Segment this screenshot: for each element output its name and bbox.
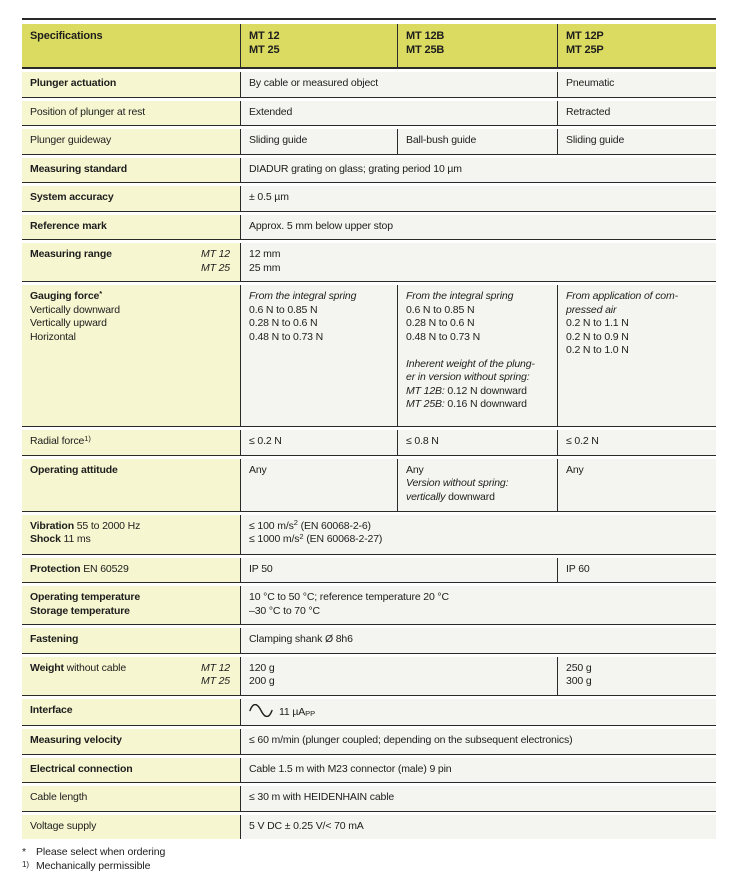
- text-line: 0.2 N to 1.0 N: [566, 344, 629, 356]
- cell-plunger-actuation-1: [240, 72, 557, 97]
- label-weight: [22, 657, 240, 695]
- text-line: ≤ 0.2 N: [249, 435, 282, 447]
- cell-radial-force-1: [240, 430, 397, 455]
- text-line: Vertically downward: [30, 303, 120, 316]
- text-line: 5 V DC ± 0.25 V/< 70 mA: [249, 819, 364, 832]
- row-weight: [22, 657, 716, 696]
- cell-radial-force-3: [557, 430, 716, 455]
- label-model-variants: [201, 662, 232, 689]
- text-line: Ball-bush guide: [406, 134, 477, 146]
- text-line: Shock 11 ms: [30, 533, 91, 545]
- label-model-variants: [201, 248, 232, 275]
- text-line: From the integral spring: [406, 290, 514, 302]
- cell-plunger-guideway-1: [240, 129, 397, 154]
- text-line: Any: [249, 463, 267, 476]
- row-operating-attitude: [22, 459, 716, 512]
- text-line: ± 0.5 µm: [249, 191, 289, 203]
- label-fastening: [22, 628, 240, 653]
- label-electrical-connection: [22, 758, 240, 783]
- label-reference-mark: [22, 215, 240, 240]
- text-line: Fastening: [30, 633, 79, 645]
- cell-voltage-supply-1: [240, 815, 716, 840]
- text-line: Retracted: [566, 105, 611, 118]
- row-fastening: [22, 628, 716, 654]
- cell-measuring-standard-1: [240, 158, 716, 183]
- text-line: Measuring velocity: [30, 734, 122, 746]
- cell-protection-2: [557, 558, 716, 583]
- text-line: ≤ 0.2 N: [566, 435, 599, 447]
- row-cable-length: [22, 786, 716, 812]
- label-operating-storage-temperature: [22, 586, 240, 624]
- cell-vibration-shock-1: [240, 515, 716, 554]
- cell-radial-force-2: [397, 430, 557, 455]
- label-interface: [22, 699, 240, 726]
- cell-position-of-plunger-at-rest-2: [557, 101, 716, 126]
- text-line: Clamping shank Ø 8h6: [249, 633, 353, 645]
- text-line: 0.28 N to 0.6 N: [249, 317, 318, 329]
- text-line: MT 25: [200, 675, 230, 687]
- label-voltage-supply: [22, 815, 240, 840]
- text-line: DIADUR grating on glass; grating period 10 µm: [249, 162, 462, 175]
- cell-plunger-guideway-3: [557, 129, 716, 154]
- text-line: Operating temperature: [30, 591, 141, 603]
- text-line: ≤ 1000 $m/s^2$ (EN 60068-2-27): [249, 531, 383, 545]
- text-line: Plunger guideway: [30, 134, 112, 146]
- row-position-of-plunger-at-rest: [22, 101, 716, 127]
- header-row: [22, 24, 716, 69]
- text-line: Protection EN 60529: [30, 562, 129, 575]
- label-measuring-range: [22, 243, 240, 281]
- label-radial-force: [22, 430, 240, 455]
- text-line: Sliding guide: [566, 134, 625, 146]
- text-line: 12 mm: [249, 248, 281, 260]
- text-line: 11 µAPP: [249, 704, 708, 720]
- text-line: [406, 344, 549, 358]
- row-measuring-range: [22, 243, 716, 282]
- text-line: Inherent weight of the plung-: [406, 357, 535, 370]
- text-line: Weight without cable: [30, 661, 127, 674]
- row-operating-storage-temperature: [22, 586, 716, 625]
- text-line: Any: [566, 463, 584, 476]
- row-electrical-connection: [22, 758, 716, 784]
- cell-electrical-connection-1: [240, 758, 716, 783]
- text-line: 0.6 N to 0.85 N: [406, 303, 475, 316]
- text-line: Storage temperature: [30, 604, 130, 617]
- text-line: MT 25: [200, 261, 230, 274]
- row-reference-mark: [22, 215, 716, 241]
- text-line: 0.48 N to 0.73 N: [249, 330, 324, 343]
- row-plunger-guideway: [22, 129, 716, 155]
- text-line: Radial force$^{1)}$: [30, 433, 91, 447]
- text-line: Measuring standard: [30, 162, 128, 175]
- spec-table: [22, 24, 716, 839]
- cell-protection-1: [240, 558, 557, 583]
- text-line: 120 g: [249, 661, 275, 674]
- spec-sheet: [22, 18, 716, 873]
- label-plunger-actuation: [22, 72, 240, 97]
- text-line: er in version without spring:: [406, 371, 530, 383]
- text-line: IP 60: [566, 562, 590, 575]
- label-gauging-force: [22, 285, 240, 426]
- label-cable-length: [22, 786, 240, 811]
- cell-gauging-force-2: [397, 285, 557, 426]
- cell-gauging-force-1: [240, 285, 397, 426]
- row-plunger-actuation: [22, 72, 716, 98]
- text-line: pressed air: [566, 303, 617, 316]
- footnote-ordering: [22, 845, 716, 859]
- text-line: MT 25B: [406, 43, 445, 56]
- label-operating-attitude: [22, 459, 240, 511]
- cell-operating-attitude-3: [557, 459, 716, 511]
- text-line: Extended: [249, 105, 293, 118]
- row-interface: [22, 699, 716, 727]
- text-line: ≤ 0.8 N: [406, 435, 439, 447]
- row-protection: [22, 558, 716, 584]
- header-model-cell-3: [557, 24, 716, 67]
- text-line: MT 12: [200, 661, 230, 674]
- cell-operating-attitude-1: [240, 459, 397, 511]
- cell-position-of-plunger-at-rest-1: [240, 101, 557, 126]
- row-vibration-shock: [22, 515, 716, 555]
- cell-fastening-1: [240, 628, 716, 653]
- text-line: Horizontal: [30, 330, 76, 343]
- text-line: 25 mm: [249, 261, 281, 274]
- text-line: ≤ 100 $m/s^2$ (EN 60068-2-6): [249, 518, 371, 532]
- text-line: MT 12B: [406, 30, 445, 42]
- cell-weight-2: [557, 657, 716, 695]
- text-line: MT 12P: [566, 30, 604, 42]
- label-system-accuracy: [22, 186, 240, 211]
- cell-interface-1: [240, 699, 716, 726]
- text-line: 0.2 N to 1.1 N: [566, 317, 629, 329]
- text-line: 0.48 N to 0.73 N: [406, 330, 481, 343]
- text-line: Cable length: [30, 791, 88, 803]
- footnote-mechanical-text: Mechanically permissible: [36, 860, 151, 872]
- text-line: Version without spring:: [406, 477, 509, 489]
- text-line: 0.6 N to 0.85 N: [249, 303, 318, 316]
- row-measuring-standard: [22, 158, 716, 184]
- label-plunger-guideway: [22, 129, 240, 154]
- cell-measuring-velocity-1: [240, 729, 716, 754]
- cell-reference-mark-1: [240, 215, 716, 240]
- text-line: Voltage supply: [30, 819, 97, 832]
- cell-cable-length-1: [240, 786, 716, 811]
- text-line: 0.2 N to 0.9 N: [566, 330, 629, 343]
- text-line: Plunger actuation: [30, 77, 117, 89]
- note1-marker: 1): [22, 860, 29, 869]
- label-vibration-shock: [22, 515, 240, 554]
- row-gauging-force: [22, 285, 716, 427]
- cell-weight-1: [240, 657, 557, 695]
- header-model-cell-2: [397, 24, 557, 67]
- text-line: vertically downward: [406, 490, 495, 503]
- text-line: Vertically upward: [30, 317, 107, 329]
- text-line: ≤ 30 m with HEIDENHAIN cable: [249, 791, 395, 803]
- text-line: From the integral spring: [249, 290, 357, 302]
- sine-wave-icon: [249, 704, 273, 717]
- text-line: Vibration 55 to 2000 Hz: [30, 519, 141, 532]
- cell-operating-attitude-2: [397, 459, 557, 511]
- text-line: Sliding guide: [249, 134, 308, 146]
- row-measuring-velocity: [22, 729, 716, 755]
- row-voltage-supply: [22, 815, 716, 840]
- row-radial-force: [22, 430, 716, 456]
- header-model-cell-1: [240, 24, 397, 67]
- text-line: By cable or measured object: [249, 77, 379, 89]
- text-line: Measuring range: [30, 248, 112, 260]
- text-line: Cable 1.5 m with M23 connector (male) 9 pin: [249, 762, 452, 775]
- text-line: MT 25B: 0.16 N downward: [406, 398, 527, 410]
- label-measuring-standard: [22, 158, 240, 183]
- footnotes: [22, 845, 716, 873]
- label-measuring-velocity: [22, 729, 240, 754]
- text-line: Electrical connection: [30, 762, 133, 775]
- text-line: System accuracy: [30, 191, 114, 203]
- text-line: MT 25: [249, 43, 280, 56]
- cell-plunger-guideway-2: [397, 129, 557, 154]
- text-line: ≤ 60 m/min (plunger coupled; depending on the subsequent electronics): [249, 734, 573, 746]
- cell-gauging-force-3: [557, 285, 716, 426]
- text-line: MT 12B: 0.12 N downward: [406, 384, 527, 397]
- label-protection: [22, 558, 240, 583]
- text-line: Pneumatic: [566, 77, 615, 89]
- text-line: IP 50: [249, 562, 273, 575]
- text-line: 250 g: [566, 661, 592, 674]
- cell-measuring-range-1: [240, 243, 716, 281]
- text-line: MT 12: [200, 248, 230, 260]
- text-line: Any: [406, 463, 424, 476]
- text-line: 0.28 N to 0.6 N: [406, 317, 475, 329]
- text-line: Reference mark: [30, 219, 107, 232]
- cell-system-accuracy-1: [240, 186, 716, 211]
- text-line: Operating attitude: [30, 463, 118, 476]
- text-line: Position of plunger at rest: [30, 105, 146, 118]
- cell-operating-storage-temperature-1: [240, 586, 716, 624]
- asterisk-marker: *: [22, 846, 26, 858]
- text-line: MT 25P: [566, 43, 604, 56]
- table-top-rule: [22, 18, 716, 20]
- text-line: Approx. 5 mm below upper stop: [249, 219, 393, 232]
- text-line: From application of com-: [566, 290, 678, 302]
- text-line: –30 °C to 70 °C: [249, 604, 320, 617]
- text-line: 200 g: [249, 675, 275, 687]
- text-line: Specifications: [30, 30, 103, 42]
- text-line: 300 g: [566, 675, 592, 687]
- row-system-accuracy: [22, 186, 716, 212]
- text-line: MT 12: [249, 30, 280, 42]
- header-title-cell: [22, 24, 240, 67]
- text-line: Interface: [30, 703, 73, 716]
- footnote-ordering-text: Please select when ordering: [36, 846, 166, 858]
- cell-plunger-actuation-2: [557, 72, 716, 97]
- footnote-mechanical: [22, 859, 716, 873]
- text-line: 10 °C to 50 °C; reference temperature 20 °C: [249, 591, 449, 603]
- label-position-of-plunger-at-rest: [22, 101, 240, 126]
- text-line: Gauging force*: [30, 288, 103, 302]
